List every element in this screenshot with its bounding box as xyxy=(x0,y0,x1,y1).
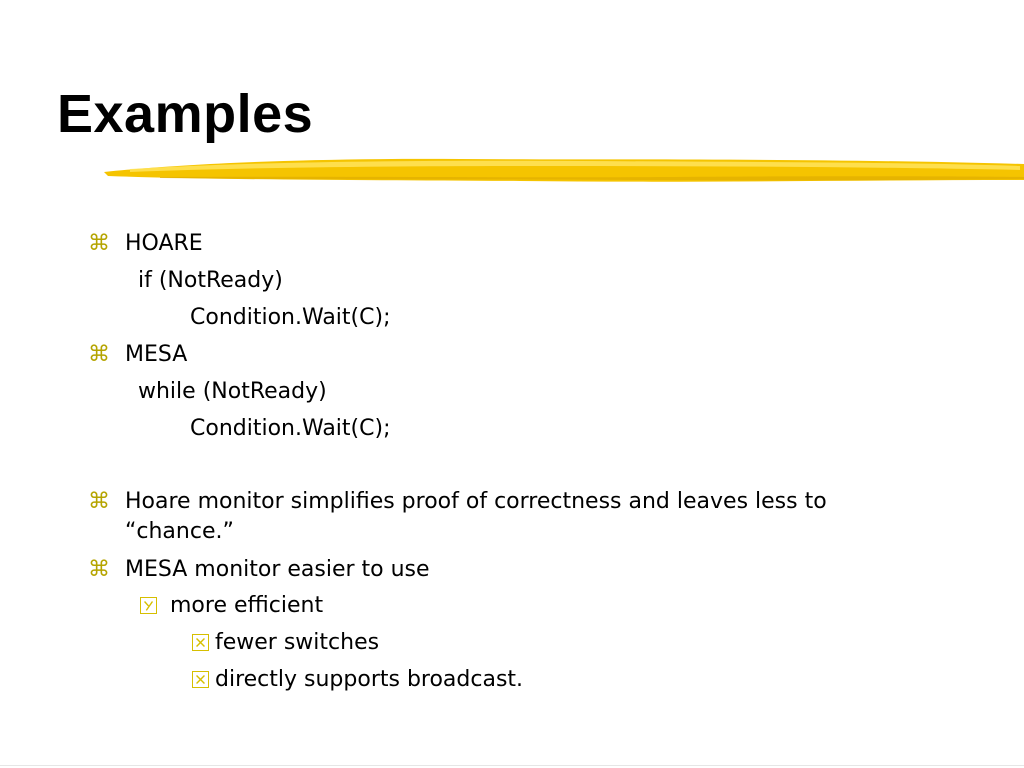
code-hoare-if: if (NotReady) xyxy=(138,268,283,293)
bullet-mesa: MESA xyxy=(125,342,188,367)
highlighter-stroke xyxy=(100,150,1024,188)
sub-sub-bullet-broadcast: directly supports broadcast. xyxy=(215,667,524,692)
command-key-icon: ⌘ xyxy=(88,489,110,514)
sub-bullet-more-efficient: more efficient xyxy=(170,593,324,618)
slide-title: Examples xyxy=(57,84,314,144)
code-hoare-wait: Condition.Wait(C); xyxy=(190,305,391,330)
command-key-icon: ⌘ xyxy=(88,557,110,582)
bullet-hoare-simplifies-line1: Hoare monitor simplifies proof of correctness and leaves less to xyxy=(125,489,827,514)
command-key-icon: ⌘ xyxy=(88,231,110,256)
x-in-box-icon xyxy=(192,634,209,651)
command-key-icon: ⌘ xyxy=(88,342,110,367)
footer-divider xyxy=(0,765,1024,766)
bullet-mesa-easier: MESA monitor easier to use xyxy=(125,557,430,582)
code-mesa-wait: Condition.Wait(C); xyxy=(190,416,391,441)
code-mesa-while: while (NotReady) xyxy=(138,379,327,404)
sub-sub-bullet-fewer-switches: fewer switches xyxy=(215,630,380,655)
bullet-hoare-simplifies-line2: “chance.” xyxy=(125,519,234,544)
x-in-box-icon xyxy=(192,671,209,688)
y-in-box-icon xyxy=(140,597,157,614)
bullet-hoare: HOARE xyxy=(125,231,203,256)
